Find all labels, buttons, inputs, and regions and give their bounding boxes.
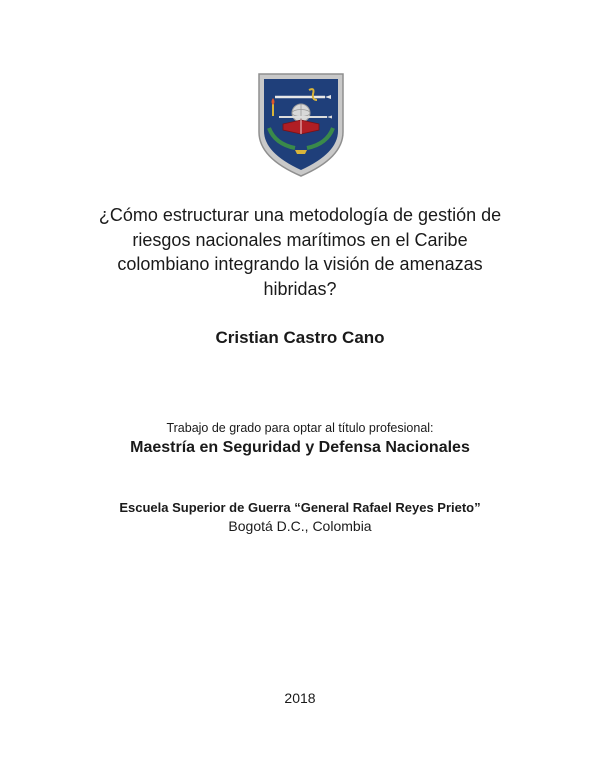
title-line: riesgos nacionales marítimos en el Caribe	[132, 229, 468, 250]
institution-name: Escuela Superior de Guerra “General Rafael Reyes Prieto”	[119, 500, 481, 515]
military-school-crest-icon	[255, 70, 347, 180]
title-line: colombiano integrando la visión de amenazas	[117, 254, 483, 274]
publication-year: 2018	[284, 690, 316, 706]
title-line: ¿Cómo estructurar una metodología de gestión de	[98, 205, 502, 225]
author-name: Cristian Castro Cano	[215, 328, 385, 347]
institution-city: Bogotá D.C., Colombia	[228, 518, 372, 534]
degree-purpose: Trabajo de grado para optar al título profesional:	[166, 421, 434, 435]
degree-name: Maestría en Seguridad y Defensa Nacionales	[130, 439, 470, 456]
title-line: hibridas?	[263, 278, 337, 299]
document-title	[70, 203, 530, 301]
